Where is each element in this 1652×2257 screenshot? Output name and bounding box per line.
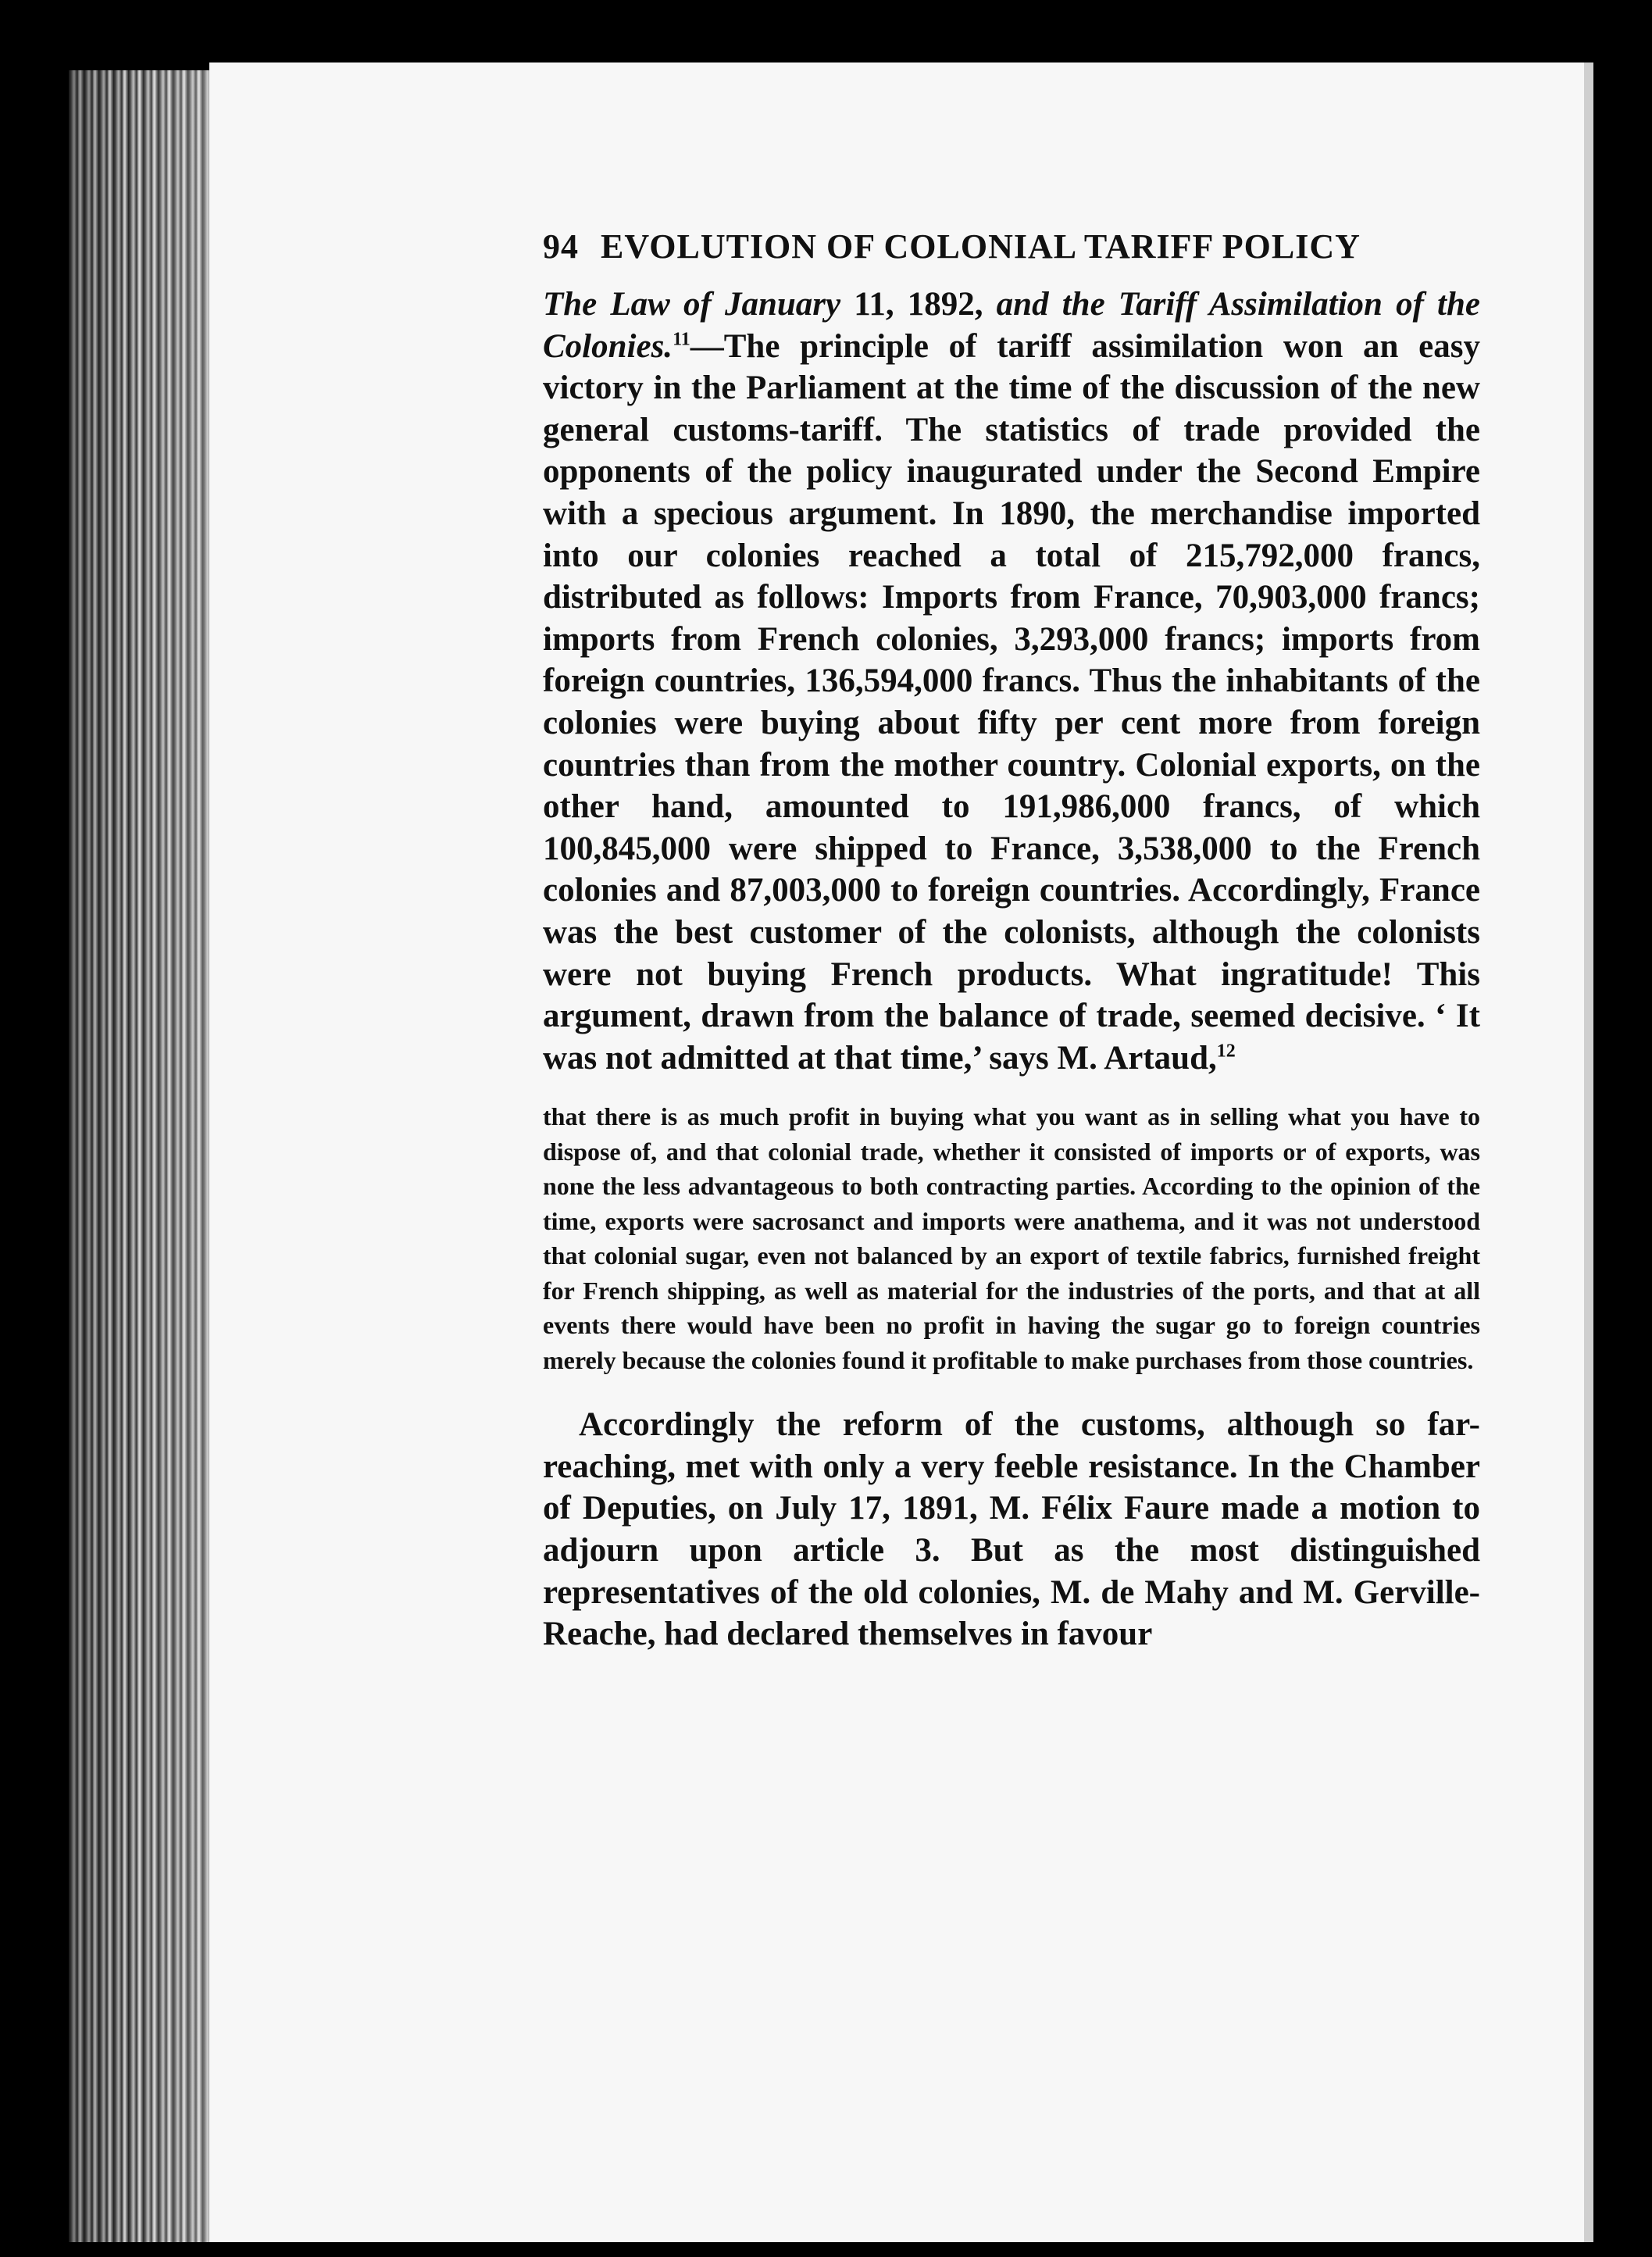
footnote-ref-11: 11 xyxy=(673,329,690,350)
page-edges xyxy=(69,70,225,2242)
running-title: EVOLUTION OF COLONIAL TARIFF POLICY xyxy=(601,227,1361,266)
section-heading-part-b: and the Tariff Assimilation of the Colonies. xyxy=(543,286,1480,365)
block-quotation-artaud: that there is as much profit in buying what you want as in selling what you have to dispose of, and that colonial trade, whether it consisted of imports or of exports, was none the less advantageous to both contracting parties. According to the opinion of the time, exports were sacrosanct and imports were anathema, and it was not understood that colonial sugar, even not balanced by an export of textile fabrics, furnished freight for French shipping, as well as material for the industries of the ports, and that at all events there would have been no profit in having the sugar go to foreign countries merely because the colonies found it profitable to make purchases from those countries. xyxy=(543,1102,1480,1374)
text-column xyxy=(543,227,1480,1655)
facing-page-edge xyxy=(1584,62,1593,2242)
paragraph-law-of-1892 xyxy=(543,284,1480,1079)
section-heading-part-a: The Law of January xyxy=(543,286,841,323)
footnote-ref-12: 12 xyxy=(1216,1041,1236,1062)
paragraph-body: —The principle of tariff assimilation won an easy victory in the Parliament at the time of the discussion of the new general customs-tariff. The statistics of trade provided the opponents of the policy inaugurated under the Second Empire with a specious argument. In 1890, the merchandise imported into our colonies reached a total of 215,792,000 francs, distributed as follows: Imports from France, 70,903,000 francs; imports from French colonies, 3,293,000 francs; imports from foreign countries, 136,594,000 francs. Thus the inhabitants of the colonies were buying about fifty per cent more from foreign countries than from the mother country. Colonial exports, on the other hand, amounted to 191,986,000 francs, of which 100,845,000 were shipped to France, 3,538,000 to the French colonies and 87,003,000 to foreign countries. Accordingly, France was the best customer of the colonists, although the colonists were not buying French products. What ingratitude! This argument, drawn from the balance of trade, seemed decisive. ‘ It was not admitted at that time,’ says M. Artaud, xyxy=(543,327,1480,1077)
running-head xyxy=(543,227,1480,266)
page-number: 94 xyxy=(543,227,579,266)
paragraph-customs-reform: Accordingly the reform of the customs, although so far-reaching, met with only a very feeble resistance. In the Chamber of Deputies, on July 17, 1891, M. Félix Faure made a motion to adjourn upon article 3. But as the most distinguished representatives of the old colonies, M. de Mahy and M. Gerville-Reache, had declared themselves in favour xyxy=(543,1406,1480,1653)
section-heading-date: 11, 1892, xyxy=(840,286,997,323)
